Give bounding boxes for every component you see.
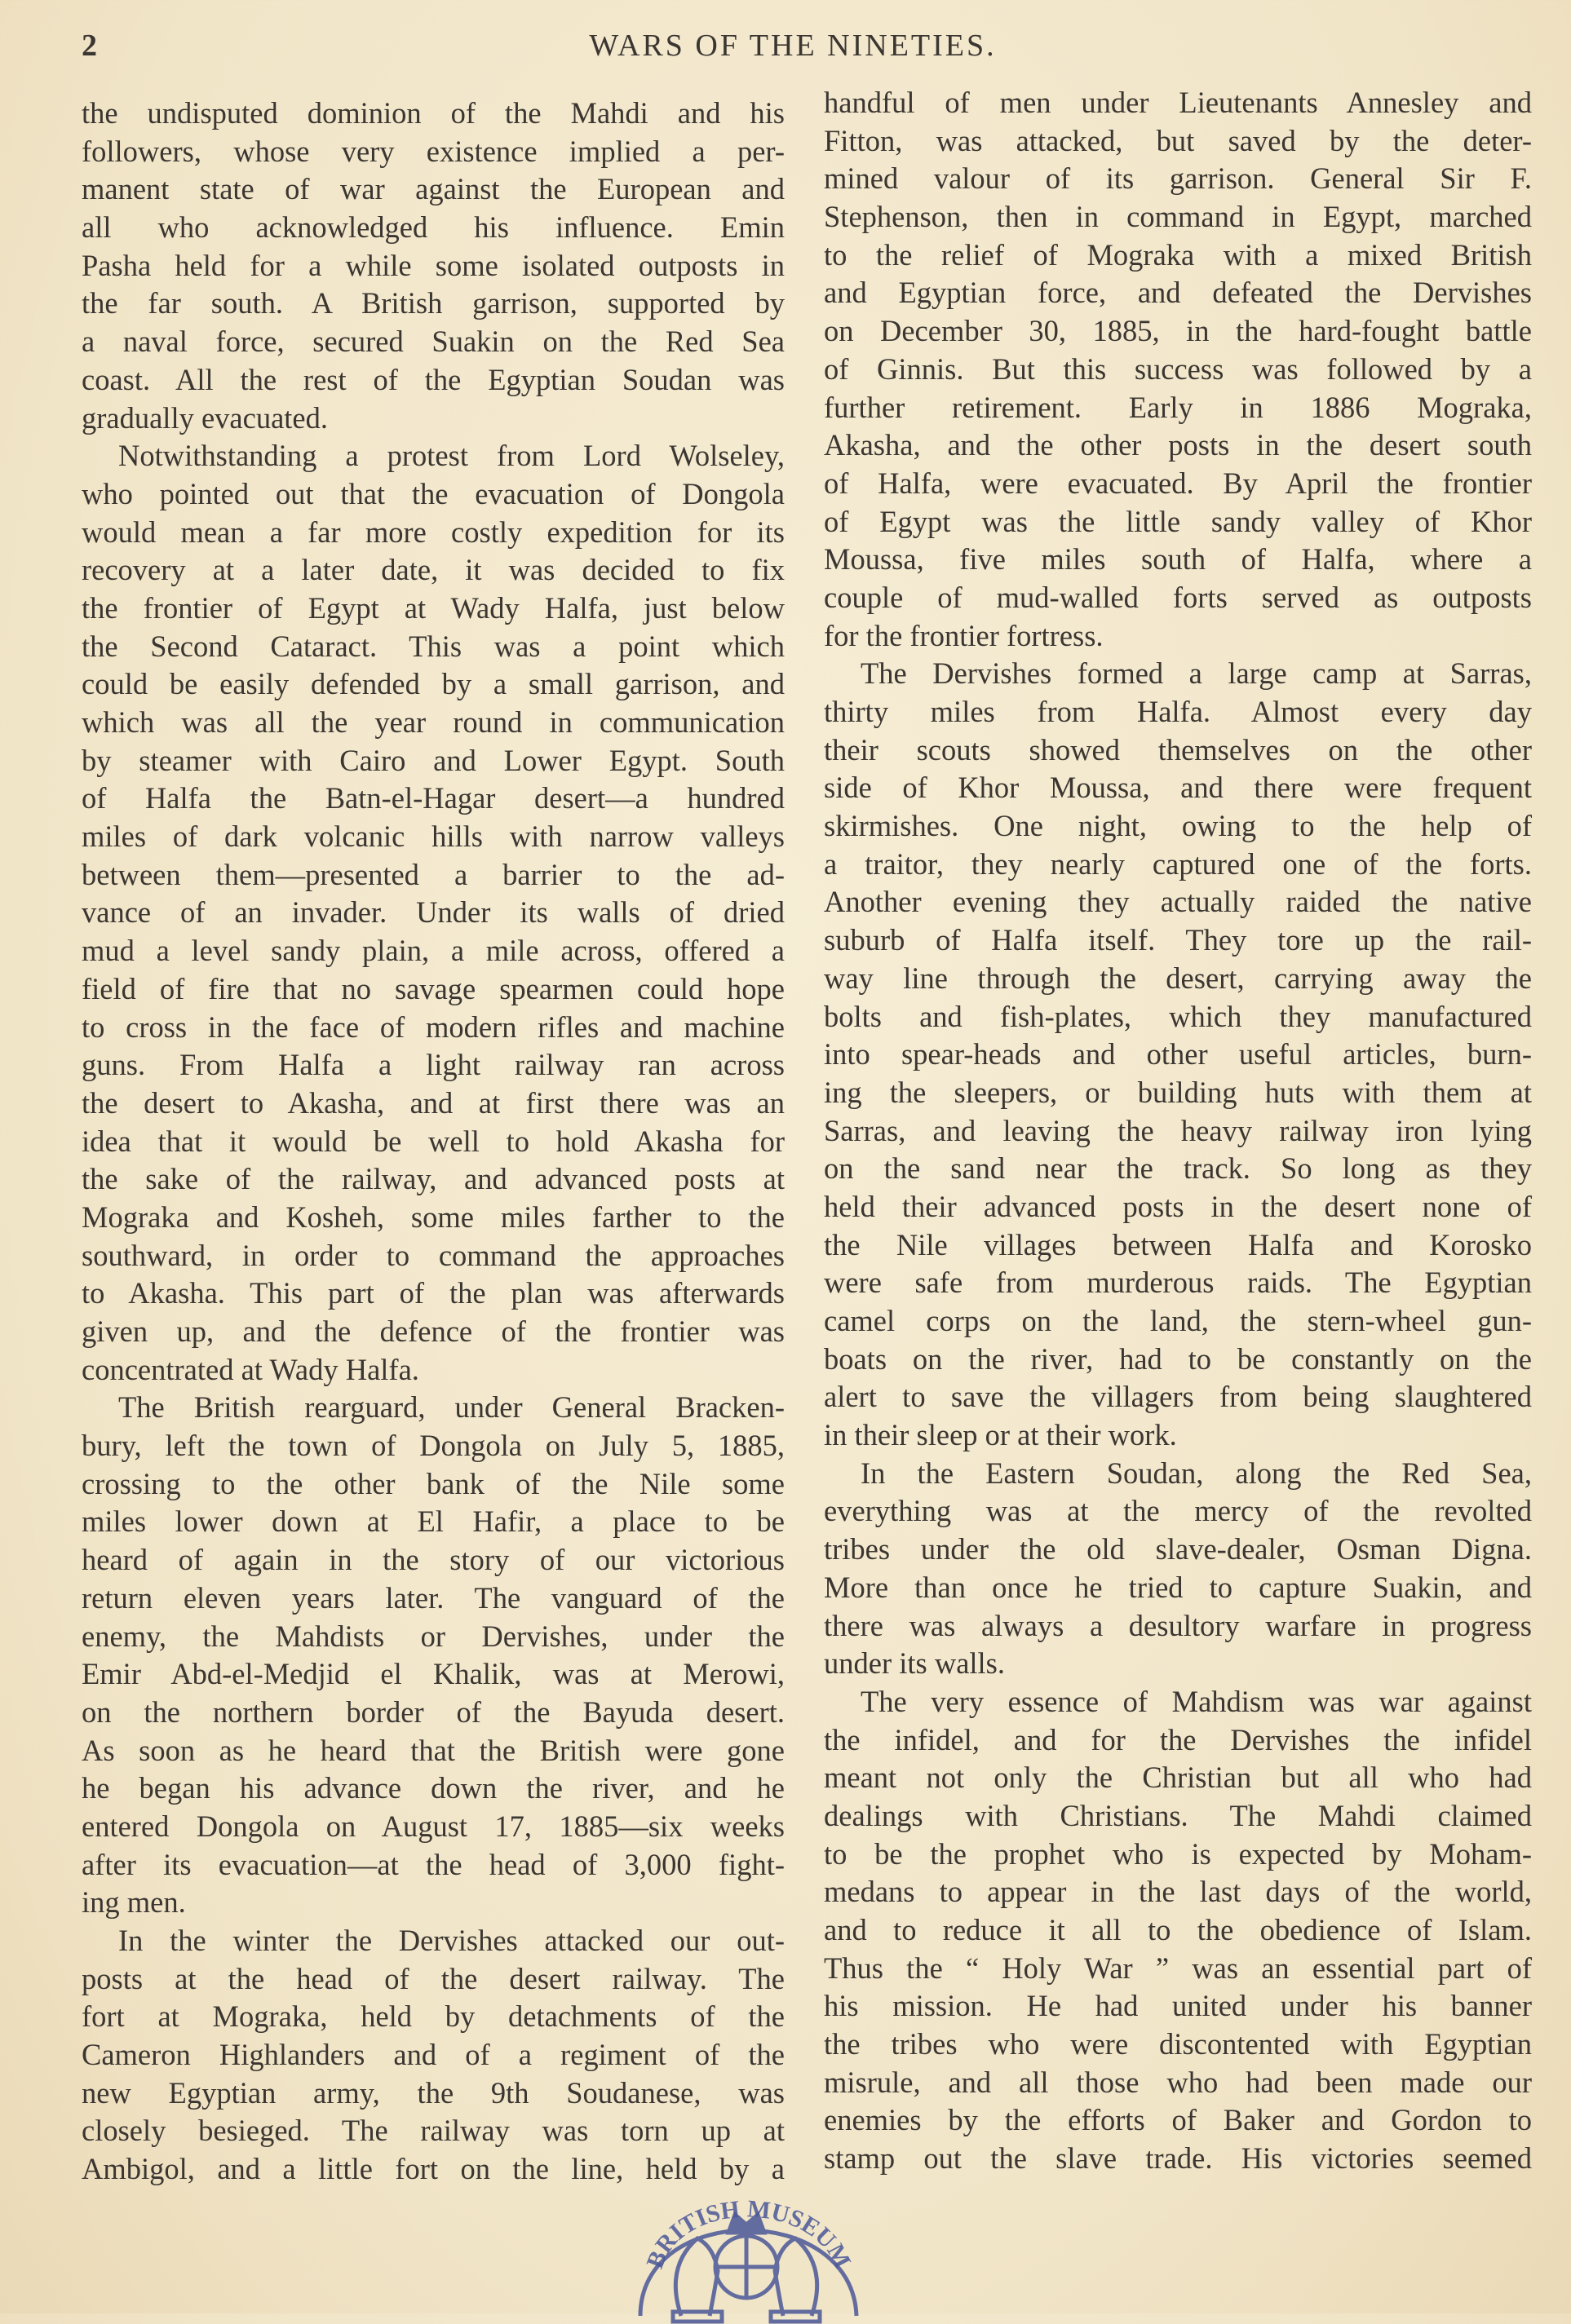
text-line: Moussa, five miles south of Halfa, where a	[824, 542, 1532, 577]
text-line: his mission. He had united under his banner	[824, 1989, 1532, 2023]
text-line: vance of an invader. Under its walls of dried	[82, 895, 785, 930]
paragraph	[82, 95, 785, 437]
text-line: skirmishes. One night, owing to the help of	[824, 809, 1532, 843]
text-line: return eleven years later. The vanguard of the	[82, 1580, 785, 1615]
text-line: enemies by the efforts of Baker and Gordon to	[824, 2103, 1532, 2137]
text-line: miles of dark volcanic hills with narrow valleys	[82, 820, 785, 854]
text-line: coast. All the rest of the Egyptian Soudan was	[82, 362, 785, 396]
text-line: The British rearguard, under General Bracken-	[118, 1390, 785, 1425]
text-line: enemy, the Mahdists or Dervishes, under the	[82, 1619, 785, 1653]
text-line: Fitton, was attacked, but saved by the deter-	[824, 123, 1532, 157]
text-line: bury, left the town of Dongola on July 5, 1885,	[82, 1429, 785, 1463]
text-line: Stephenson, then in command in Egypt, marched	[824, 200, 1532, 234]
text-line: crossing to the other bank of the Nile some	[82, 1466, 785, 1500]
text-line: the sake of the railway, and advanced posts at	[82, 1162, 785, 1196]
text-line: stamp out the slave trade. His victories seemed	[824, 2141, 1532, 2176]
text-line: guns. From Halfa a light railway ran across	[82, 1048, 785, 1082]
text-line: As soon as he heard that the British were gone	[82, 1733, 785, 1767]
text-line: entered Dongola on August 17, 1885—six weeks	[82, 1809, 785, 1843]
text-line: to be the prophet who is expected by Moham-	[824, 1836, 1532, 1871]
text-line: the far south. A British garrison, supported by	[82, 286, 785, 320]
text-line: a traitor, they nearly captured one of the forts.	[824, 846, 1532, 881]
text-line: into spear-heads and other useful articles, burn-	[824, 1037, 1532, 1071]
text-line: in their sleep or at their work.	[824, 1418, 1177, 1452]
text-line: would mean a far more costly expedition for its	[82, 515, 785, 549]
text-line: the tribes who were discontented with Egyptian	[824, 2027, 1532, 2061]
text-line: to cross in the face of modern rifles and machine	[82, 1010, 785, 1044]
text-line: Thus the “ Holy War ” was an essential part of	[824, 1951, 1532, 1985]
text-line: could be easily defended by a small garrison, and	[82, 667, 785, 701]
text-line: suburb of Halfa itself. They tore up the rail-	[824, 923, 1532, 957]
text-line: dealings with Christians. The Mahdi claimed	[824, 1798, 1532, 1832]
paragraph	[824, 84, 1532, 655]
text-line: of Halfa the Batn-el-Hagar desert—a hundred	[82, 781, 785, 815]
british-museum-stamp	[624, 2153, 869, 2324]
text-line: under its walls.	[824, 1646, 1006, 1681]
text-line: manent state of war against the European and	[82, 172, 785, 206]
text-line: meant not only the Christian but all who had	[824, 1761, 1532, 1795]
text-line: mined valour of its garrison. General Sir F.	[824, 161, 1532, 196]
text-line: Sarras, and leaving the heavy railway iron lying	[824, 1113, 1532, 1147]
text-line: further retirement. Early in 1886 Mograka,	[824, 390, 1532, 424]
paragraph	[824, 1683, 1532, 2178]
text-line: boats on the river, had to be constantly on the	[824, 1341, 1532, 1376]
text-line: the infidel, and for the Dervishes the infidel	[824, 1722, 1532, 1756]
text-line: ing the sleepers, or building huts with them at	[824, 1075, 1532, 1109]
text-line: medans to appear in the last days of the world,	[824, 1875, 1532, 1909]
text-line: Cameron Highlanders and of a regiment of the	[82, 2038, 785, 2072]
text-line: fort at Mograka, held by detachments of the	[82, 1999, 785, 2034]
text-line: way line through the desert, carrying away the	[824, 961, 1532, 995]
text-line: More than once he tried to capture Suakin, and	[824, 1570, 1532, 1604]
paragraph	[82, 1389, 785, 1922]
text-line: of Egypt was the little sandy valley of Khor	[824, 504, 1532, 538]
text-line: handful of men under Lieutenants Annesley and	[824, 86, 1532, 119]
text-line: the undisputed dominion of the Mahdi and his	[82, 96, 785, 130]
text-line: on December 30, 1885, in the hard-fought battle	[824, 314, 1532, 348]
text-line: gradually evacuated.	[82, 400, 328, 435]
text-line: The very essence of Mahdism was war against	[861, 1684, 1532, 1718]
text-line: between them—presented a barrier to the ad-	[82, 857, 785, 891]
text-line: he began his advance down the river, and he	[82, 1771, 785, 1805]
text-line: side of Khor Moussa, and there were frequent	[824, 771, 1532, 805]
text-line: In the Eastern Soudan, along the Red Sea,	[861, 1456, 1532, 1490]
text-line: posts at the head of the desert railway. The	[82, 1961, 785, 1995]
text-line: for the frontier fortress.	[824, 618, 1104, 652]
text-line: their scouts showed themselves on the other	[824, 732, 1532, 767]
text-line: Mograka and Kosheh, some miles farther to the	[82, 1200, 785, 1234]
text-line: which was all the year round in communication	[82, 705, 785, 739]
text-line: concentrated at Wady Halfa.	[82, 1352, 419, 1386]
text-line: of Ginnis. But this success was followed by a	[824, 351, 1532, 386]
text-line: tribes under the old slave-dealer, Osman Digna.	[824, 1532, 1532, 1566]
text-line: In the winter the Dervishes attacked our out-	[118, 1924, 785, 1957]
text-line: southward, in order to command the approaches	[82, 1238, 785, 1272]
text-line: all who acknowledged his influence. Emin	[82, 210, 785, 245]
text-line: alert to save the villagers from being slaughtered	[824, 1380, 1532, 1414]
text-line: there was always a desultory warfare in progress	[824, 1608, 1532, 1642]
text-line: camel corps on the land, the stern-wheel gun-	[824, 1304, 1532, 1337]
text-line: to the relief of Mograka with a mixed British	[824, 237, 1532, 272]
text-line: followers, whose very existence implied a per-	[82, 134, 785, 168]
text-line: heard of again in the story of our victorious	[82, 1543, 785, 1577]
text-line: bolts and fish-plates, which they manufactured	[824, 999, 1532, 1033]
text-column-left	[82, 95, 785, 2189]
paragraph	[824, 655, 1532, 1454]
paragraph	[82, 437, 785, 1389]
text-line: new Egyptian army, the 9th Soudanese, was	[82, 2075, 785, 2110]
text-line: The Dervishes formed a large camp at Sarras,	[861, 656, 1532, 691]
text-line: of Halfa, were evacuated. By April the frontier	[824, 466, 1532, 500]
text-line: Another evening they actually raided the native	[824, 885, 1532, 919]
text-line: who pointed out that the evacuation of Dongola	[82, 476, 785, 510]
text-line: Akasha, and the other posts in the desert south	[824, 428, 1532, 462]
text-line: on the sand near the track. So long as they	[824, 1151, 1532, 1186]
text-line: Ambigol, and a little fort on the line, held by a	[82, 2152, 785, 2186]
paragraph	[824, 1455, 1532, 1683]
paragraph	[82, 1922, 785, 2189]
text-line: on the northern border of the Bayuda desert.	[82, 1694, 785, 1729]
stamp-text: BRITISH MUSEUM	[641, 2195, 856, 2273]
text-line: thirty miles from Halfa. Almost every day	[824, 695, 1532, 728]
text-line: a naval force, secured Suakin on the Red Sea	[82, 325, 785, 359]
text-line: idea that it would be well to hold Akasha for	[82, 1124, 785, 1158]
text-line: ing men.	[82, 1885, 186, 1920]
text-line: everything was at the mercy of the revolted	[824, 1494, 1532, 1528]
text-line: and Egyptian force, and defeated the Dervishes	[824, 276, 1532, 310]
text-line: field of fire that no savage spearmen could hope	[82, 971, 785, 1005]
page-number: 2	[82, 29, 97, 63]
text-line: held their advanced posts in the desert none of	[824, 1189, 1532, 1223]
text-line: closely besieged. The railway was torn up at	[82, 2114, 785, 2148]
text-line: the desert to Akasha, and at first there was an	[82, 1085, 785, 1120]
text-line: to Akasha. This part of the plan was afterwards	[82, 1276, 785, 1310]
running-title: WARS OF THE NINETIES.	[589, 29, 997, 63]
text-line: mud a level sandy plain, a mile across, offered a	[82, 934, 785, 968]
text-line: Emir Abd-el-Medjid el Khalik, was at Merowi,	[82, 1657, 785, 1691]
text-line: the Second Cataract. This was a point which	[82, 629, 785, 663]
text-line: by steamer with Cairo and Lower Egypt. South	[82, 743, 785, 777]
text-line: couple of mud-walled forts served as outposts	[824, 580, 1532, 614]
text-line: miles lower down at El Hafir, a place to be	[82, 1504, 785, 1539]
text-line: and to reduce it all to the obedience of Islam.	[824, 1913, 1532, 1946]
text-line: the frontier of Egypt at Wady Halfa, just below	[82, 590, 785, 625]
text-line: misrule, and all those who had been made our	[824, 2065, 1532, 2099]
text-line: after its evacuation—at the head of 3,000 fight-	[82, 1847, 785, 1881]
text-line: Notwithstanding a protest from Lord Wolseley,	[118, 439, 785, 473]
text-line: given up, and the defence of the frontier was	[82, 1314, 785, 1348]
text-line: Pasha held for a while some isolated outposts in	[82, 248, 785, 282]
text-line: the Nile villages between Halfa and Korosko	[824, 1227, 1532, 1261]
text-line: recovery at a later date, it was decided to fix	[82, 553, 785, 587]
text-column-right	[824, 84, 1532, 2178]
text-line: were safe from murderous raids. The Egyptian	[824, 1266, 1532, 1300]
